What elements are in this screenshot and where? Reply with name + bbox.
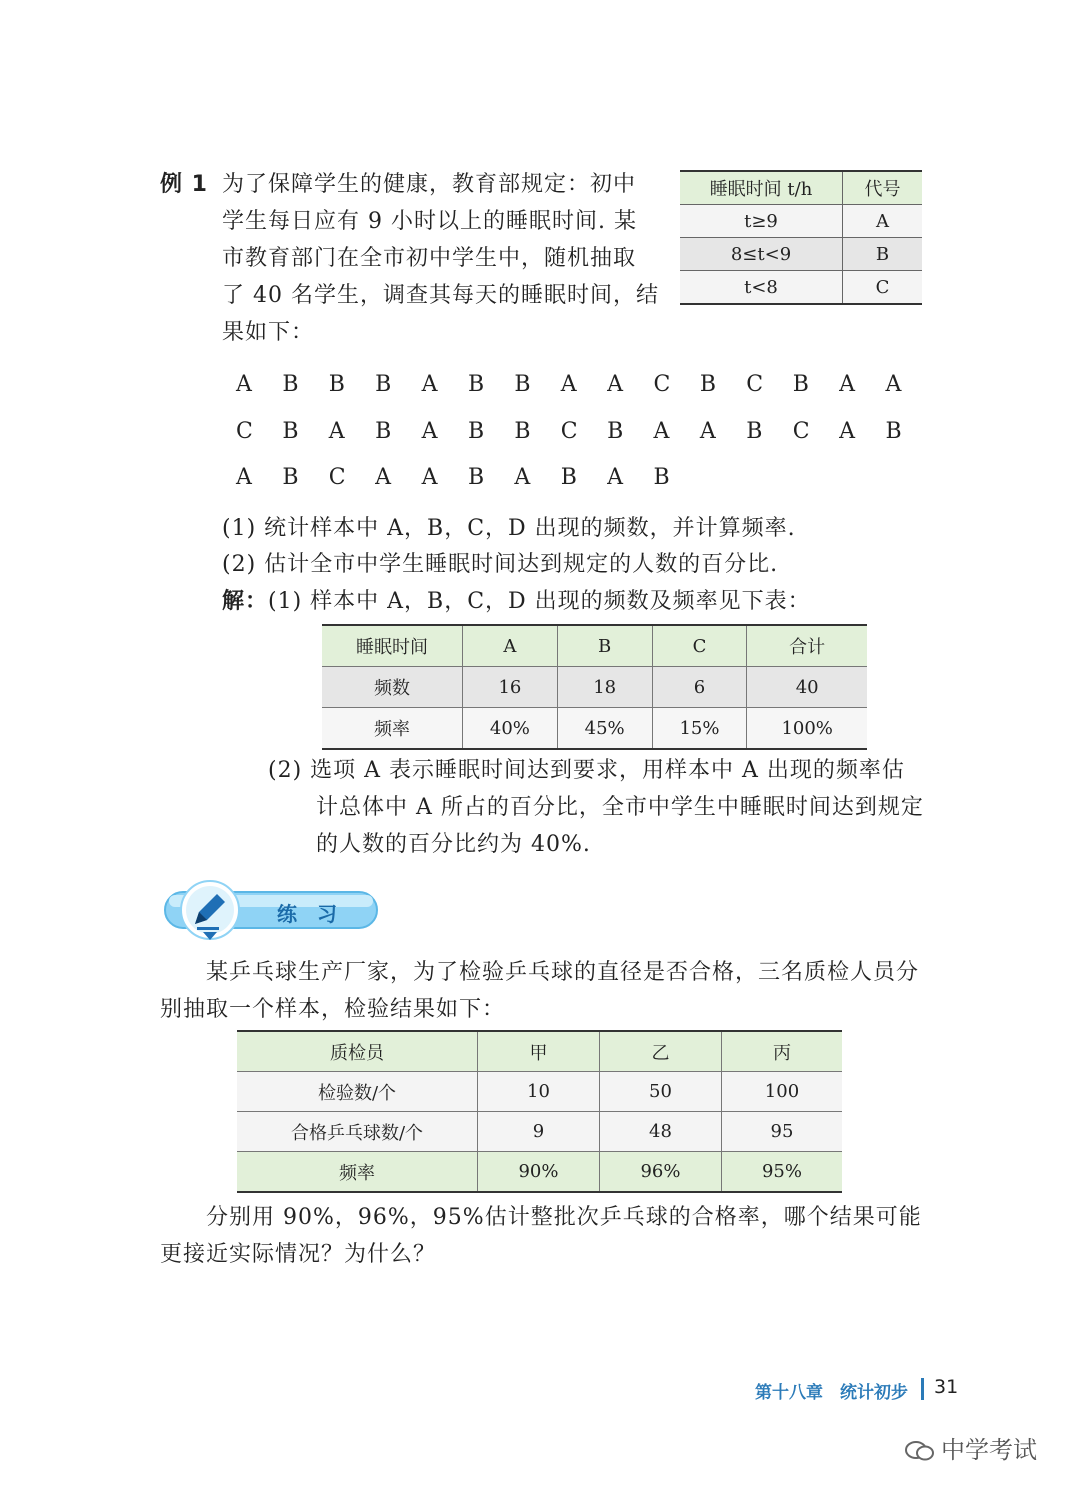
table-cell: 40% bbox=[463, 708, 558, 750]
sample-letter: A bbox=[885, 372, 902, 397]
table-cell: t<8 bbox=[680, 271, 843, 305]
sample-letter: C bbox=[236, 419, 253, 444]
solution-line: (2) 选项 A 表示睡眠时间达到要求，用样本中 A 出现的频率估 bbox=[268, 758, 905, 783]
sample-row bbox=[236, 465, 700, 490]
table-header-cell: 甲 bbox=[478, 1031, 600, 1072]
chapter-footer: 第十八章 统计初步 bbox=[755, 1383, 908, 1403]
table-cell: A bbox=[843, 205, 923, 238]
sample-letter: A bbox=[607, 372, 624, 397]
table-header-cell: 睡眠时间 t/h bbox=[680, 171, 843, 205]
sample-letter: A bbox=[421, 465, 438, 490]
sample-row bbox=[236, 419, 932, 444]
practice-title: 练 习 bbox=[277, 902, 337, 926]
table-cell: 合格乒乓球数/个 bbox=[237, 1112, 478, 1152]
solution-part2 bbox=[268, 752, 928, 863]
question-2: (2) 估计全市中学生睡眠时间达到规定的人数的百分比. bbox=[222, 552, 779, 577]
sample-letter: A bbox=[421, 372, 438, 397]
table-header-row bbox=[680, 171, 922, 205]
table-cell: 100 bbox=[721, 1072, 842, 1112]
table-cell: 频数 bbox=[322, 667, 463, 708]
solution-line: 计总体中 A 所占的百分比，全市中学生中睡眠时间达到规定 bbox=[316, 795, 924, 820]
sample-letter: A bbox=[375, 465, 392, 490]
example-label: 例 1 bbox=[160, 172, 208, 197]
practice-line: 更接近实际情况？为什么？ bbox=[160, 1242, 437, 1267]
practice-banner-graphic bbox=[155, 880, 380, 942]
table-header-cell: 乙 bbox=[599, 1031, 721, 1072]
table-row bbox=[237, 1072, 842, 1112]
table-cell: 40 bbox=[747, 667, 867, 708]
sample-letter: C bbox=[792, 419, 810, 444]
table-cell: C bbox=[843, 271, 923, 305]
table-cell: 45% bbox=[557, 708, 652, 750]
table-cell: 频率 bbox=[322, 708, 463, 750]
table-cell: 96% bbox=[599, 1152, 721, 1193]
table-cell: 95 bbox=[721, 1112, 842, 1152]
sample-letter: B bbox=[792, 372, 809, 397]
solution-part1: (1) 样本中 A，B，C，D 出现的频数及频率见下表： bbox=[268, 589, 811, 614]
table-header-cell: A bbox=[463, 625, 558, 667]
table-row bbox=[680, 271, 922, 305]
sample-letter: A bbox=[699, 419, 716, 444]
table-cell: 频率 bbox=[237, 1152, 478, 1193]
sample-letter: A bbox=[236, 372, 252, 397]
table-header-cell: 质检员 bbox=[237, 1031, 478, 1072]
sample-letter: B bbox=[699, 372, 717, 397]
watermark bbox=[905, 1430, 1037, 1465]
table-row bbox=[680, 238, 922, 271]
sample-letter: A bbox=[607, 465, 624, 490]
question-1: (1) 统计样本中 A，B，C，D 出现的频数，并计算频率. bbox=[222, 516, 796, 541]
table-cell: B bbox=[843, 238, 923, 271]
table-cell: 10 bbox=[478, 1072, 600, 1112]
table-row bbox=[322, 708, 867, 750]
table-cell: 48 bbox=[599, 1112, 721, 1152]
practice-banner bbox=[155, 880, 380, 940]
sample-letter: A bbox=[236, 465, 252, 490]
sample-letter: B bbox=[282, 372, 299, 397]
example-line: 学生每日应有 9 小时以上的睡眠时间. 某 bbox=[222, 209, 637, 234]
sample-letter: B bbox=[514, 372, 531, 397]
table-cell: 8≤t<9 bbox=[680, 238, 843, 271]
footer-divider bbox=[921, 1378, 924, 1400]
inspection-table bbox=[237, 1030, 842, 1193]
solution-line: 的人数的百分比约为 40%. bbox=[316, 832, 591, 857]
table-header-cell: B bbox=[557, 625, 652, 667]
table-header-row bbox=[322, 625, 867, 667]
solution-label: 解： bbox=[222, 589, 269, 614]
table-row bbox=[322, 667, 867, 708]
sample-letter: A bbox=[839, 372, 855, 397]
table-row bbox=[237, 1112, 842, 1152]
sample-letter: B bbox=[746, 419, 763, 444]
table-cell: 15% bbox=[652, 708, 747, 750]
sample-letter: B bbox=[375, 372, 392, 397]
sample-letter: B bbox=[282, 465, 299, 490]
sample-letter: A bbox=[328, 419, 345, 444]
sample-letter: A bbox=[839, 419, 855, 444]
sample-letter: B bbox=[607, 419, 624, 444]
sample-letter: C bbox=[328, 465, 346, 490]
table-header-cell: 睡眠时间 bbox=[322, 625, 463, 667]
sample-letter: B bbox=[653, 465, 670, 490]
sample-letter: B bbox=[467, 419, 485, 444]
sample-letter: B bbox=[467, 372, 485, 397]
sample-letter: C bbox=[746, 372, 764, 397]
sample-letter: B bbox=[282, 419, 299, 444]
sample-letter: C bbox=[653, 372, 671, 397]
sample-letter: B bbox=[514, 419, 531, 444]
table-cell: 95% bbox=[721, 1152, 842, 1193]
watermark-text: 中学考试 bbox=[941, 1436, 1037, 1464]
example-text bbox=[222, 166, 662, 351]
table-cell: 16 bbox=[463, 667, 558, 708]
sample-letter: A bbox=[560, 372, 577, 397]
practice-line: 分别用 90%，96%，95%估计整批次乒乓球的合格率，哪个结果可能 bbox=[206, 1205, 922, 1230]
sample-letter: A bbox=[514, 465, 531, 490]
table-header-cell: 丙 bbox=[721, 1031, 842, 1072]
example-line: 了 40 名学生，调查其每天的睡眠时间，结 bbox=[222, 283, 659, 308]
table-row bbox=[237, 1152, 842, 1193]
sample-letter: A bbox=[421, 419, 438, 444]
sample-row bbox=[236, 372, 932, 397]
table-cell: t≥9 bbox=[680, 205, 843, 238]
sample-letter: C bbox=[560, 419, 578, 444]
sample-letter: A bbox=[653, 419, 670, 444]
page-number: 31 bbox=[934, 1376, 959, 1398]
sample-letter: B bbox=[467, 465, 485, 490]
table-cell: 90% bbox=[478, 1152, 600, 1193]
table-row bbox=[680, 205, 922, 238]
sample-letter: B bbox=[375, 419, 392, 444]
sample-letter: B bbox=[560, 465, 577, 490]
practice-line: 别抽取一个样本，检验结果如下： bbox=[160, 997, 506, 1022]
table-header-row bbox=[237, 1031, 842, 1072]
table-cell: 50 bbox=[599, 1072, 721, 1112]
example-line: 为了保障学生的健康，教育部规定：初中 bbox=[222, 172, 637, 197]
practice-question bbox=[160, 1199, 940, 1273]
frequency-table bbox=[322, 624, 867, 750]
example-line: 果如下： bbox=[222, 320, 315, 345]
wechat-icon bbox=[905, 1440, 935, 1462]
sample-letter: B bbox=[328, 372, 345, 397]
table-header-cell: C bbox=[652, 625, 747, 667]
table-cell: 100% bbox=[747, 708, 867, 750]
example-line: 市教育部门在全市初中学生中，随机抽取 bbox=[222, 246, 637, 271]
sample-letter: B bbox=[885, 419, 902, 444]
table-cell: 9 bbox=[478, 1112, 600, 1152]
sleep-code-table bbox=[680, 170, 922, 305]
table-header-cell: 合计 bbox=[747, 625, 867, 667]
table-cell: 6 bbox=[652, 667, 747, 708]
practice-line: 某乒乓球生产厂家，为了检验乒乓球的直径是否合格，三名质检人员分 bbox=[206, 960, 920, 985]
table-header-cell: 代号 bbox=[843, 171, 923, 205]
table-cell: 18 bbox=[557, 667, 652, 708]
practice-intro bbox=[160, 954, 940, 1028]
table-cell: 检验数/个 bbox=[237, 1072, 478, 1112]
